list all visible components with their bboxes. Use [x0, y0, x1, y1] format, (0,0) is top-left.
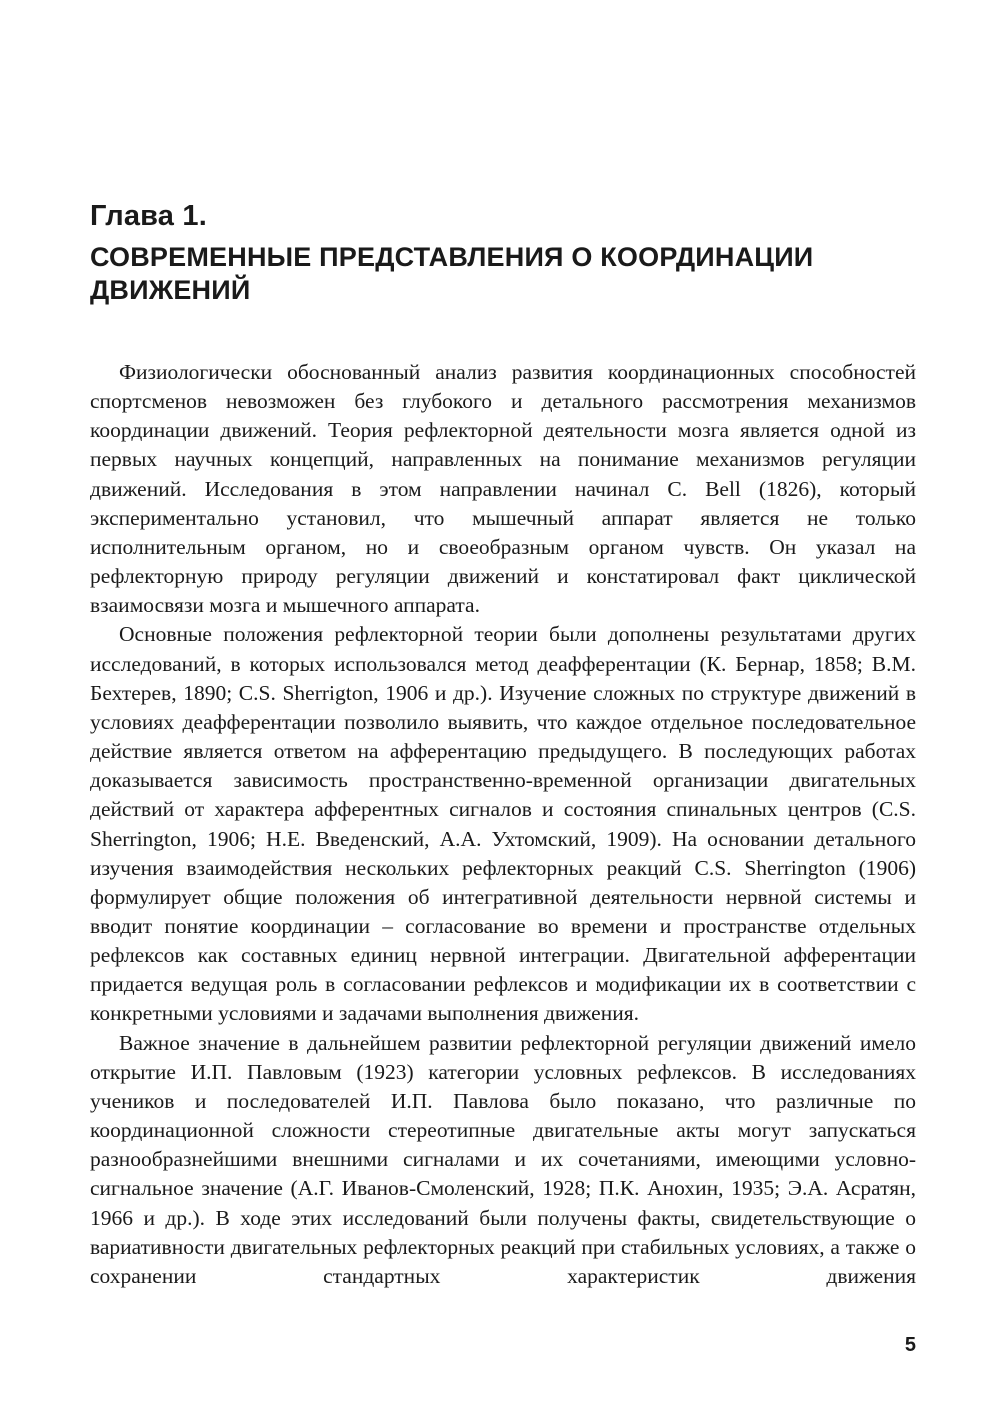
paragraph-1: Физиологически обоснованный анализ развития координационных способностей спортсменов невозможен без глубокого и детального рассмотрения механизмов координации движений. Теория рефлекторной деятельности мозга является одной из первых научных концепций, направленных на понимание механизмов регуляции движений. Исследования в этом направлении начинал C. Bell (1826), который экспериментально установил, что мышечный аппарат является не только исполнительным органом, но и своеобразным органом чувств. Он указал на рефлекторную природу регуляции движений и констатировал факт циклической взаимосвязи мозга и мышечного аппарата. [90, 360, 916, 618]
chapter-label: Глава 1. [90, 200, 207, 232]
page-number: 5 [904, 1334, 916, 1356]
paragraph-3: Важное значение в дальнейшем развитии рефлекторной регуляции движений имело открытие И.П. Павловым (1923) категории условных рефлексов. В исследованиях учеников и последователей И.П. Павлова было показано, что различные по координационной сложности стереотипные двигательные акты могут запускаться разнообразнейшими внешними сигналами и их сочетаниями, имеющими условно-сигнальное значение (А.Г. Иванов-Смоленский, 1928; П.К. Анохин, 1935; Э.А. Асратян, 1966 и др.). В ходе этих исследований были получены факты, свидетельствующие о вариативности двигательных рефлекторных реакций при стабильных условиях, а также о сохранении стандартных характеристик движения [90, 1030, 916, 1288]
chapter-header [90, 197, 920, 307]
chapter-title: СОВРЕМЕННЫЕ ПРЕДСТАВЛЕНИЯ О КООРДИНАЦИИ ДВИЖЕНИЙ [90, 242, 814, 305]
body-text [90, 358, 916, 1291]
paragraph-2: Основные положения рефлекторной теории были дополнены результатами других исследований, в которых использовался метод деафферентации (К. Бернар, 1858; В.М. Бехтерев, 1890; C.S. Sherrigton, 1906 и др.). Изучение сложных по структуре движений в условиях деафферентации позволило выявить, что каждое отдельное последовательное действие является ответом на афферентацию предыдущего. В последующих работах доказывается зависимость пространственно-временной организации двигательных действий от характера афферентных сигналов и состояния спинальных центров (C.S. Sherrington, 1906; Н.Е. Введенский, А.А. Ухтомский, 1909). На основании детального изучения взаимодействия нескольких рефлекторных реакций C.S. Sherrington (1906) формулирует общие положения об интегративной деятельности нервной системы и вводит понятие координации – согласование во времени и пространстве отдельных рефлексов как составных единиц нервной интеграции. Двигательной афферентации придается ведущая роль в согласовании рефлексов и модификации их в соответствии с конкретными условиями и задачами выполнения движения. [90, 622, 916, 1026]
